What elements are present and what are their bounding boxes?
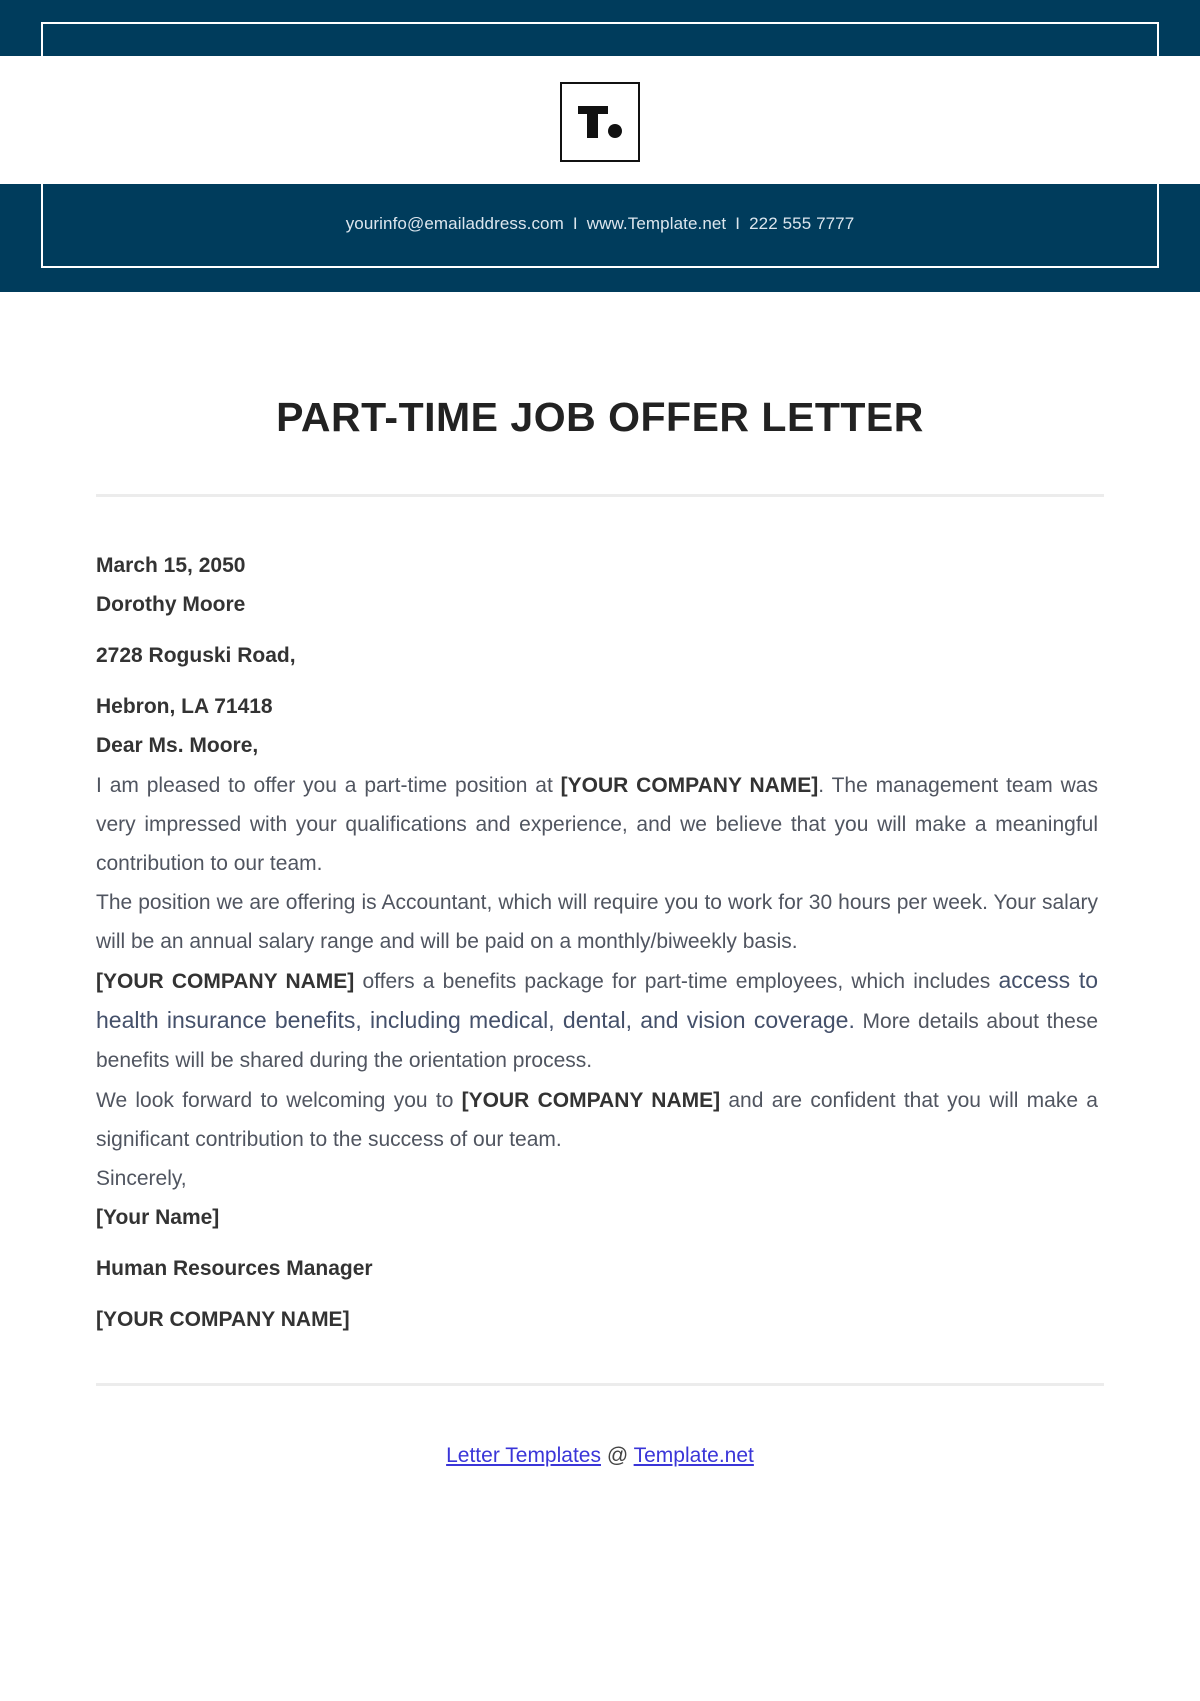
contact-separator: I [735, 214, 741, 233]
template-logo-icon [560, 82, 640, 162]
letterhead [0, 0, 1200, 292]
contact-email: yourinfo@emailaddress.com [345, 214, 564, 233]
contact-phone: 222 555 7777 [749, 214, 855, 233]
closing: Sincerely, [96, 1167, 187, 1190]
offer-text-start: I am pleased to offer you a part-time position at [96, 774, 561, 797]
company-placeholder: [YOUR COMPANY NAME] [461, 1089, 721, 1112]
sender-title: Human Resources Manager [96, 1257, 373, 1280]
page-title: PART-TIME JOB OFFER LETTER [276, 394, 924, 440]
contact-separator: I [572, 214, 578, 233]
offer-text-end: . The management team was very impressed with your qualifications and experience, and we believe that you will make a meaningful contribution to our team. [96, 774, 1098, 875]
contact-info [41, 214, 1159, 234]
header-frame-top [41, 22, 1159, 56]
paragraph-benefits [96, 961, 1098, 1080]
benefits-text-end: More details about these benefits will be shared during the orientation process. [96, 1010, 1099, 1072]
recipient-address-line2: Hebron, LA 71418 [96, 695, 273, 718]
sender-name: [Your Name] [96, 1206, 220, 1229]
salutation: Dear Ms. Moore, [96, 734, 259, 757]
welcome-text-end: and are confident that you will make a significant contribution to the success of our team. [96, 1089, 1098, 1151]
sender-company: [YOUR COMPANY NAME] [96, 1308, 350, 1331]
template-net-link[interactable]: Template.net [633, 1444, 754, 1467]
letter-templates-link[interactable]: Letter Templates [446, 1444, 601, 1467]
paragraph-position: The position we are offering is Accountant, which will require you to work for 30 hours per week. Your salary will be an annual salary range and will be paid on a monthly/biweekly basis. [96, 891, 1098, 953]
company-placeholder: [YOUR COMPANY NAME] [96, 970, 355, 993]
letter-date: March 15, 2050 [96, 554, 246, 577]
paragraph-welcome [96, 1081, 1098, 1159]
footer-credit [0, 1444, 1200, 1468]
recipient-address-line1: 2728 Roguski Road, [96, 644, 296, 667]
paragraph-offer [96, 766, 1098, 883]
company-placeholder: [YOUR COMPANY NAME] [560, 774, 819, 797]
logo-mark [562, 84, 638, 160]
divider-bottom [96, 1383, 1104, 1386]
footer-at: @ [606, 1444, 629, 1467]
welcome-text-start: We look forward to welcoming you to [96, 1089, 462, 1112]
benefits-text-mid: offers a benefits package for part-time employees, which includes [354, 970, 999, 993]
divider-top [96, 494, 1104, 497]
benefits-text-highlight: access to health insurance benefits, including medical, dental, and vision coverage. [96, 967, 1098, 1033]
contact-website: www.Template.net [586, 214, 727, 233]
recipient-name: Dorothy Moore [96, 593, 246, 616]
